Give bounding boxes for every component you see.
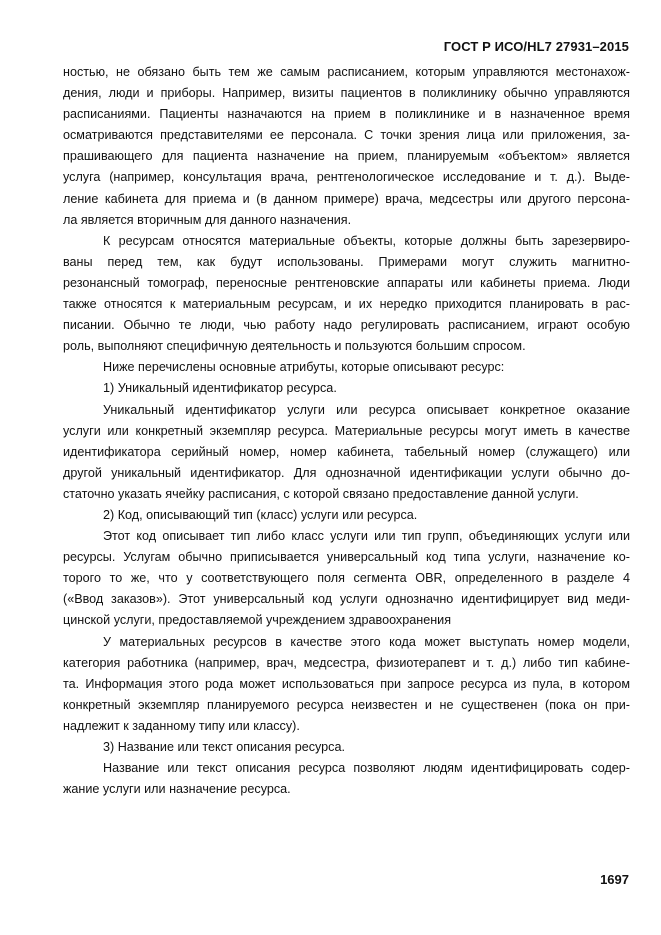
- text-line: жание услуги или назначение ресурса.: [63, 782, 291, 797]
- text-line: цинской услуги, предоставляемой учреждением здравоохранения: [63, 613, 452, 628]
- text-line: Ниже перечислены основные атрибуты, которые описывают ресурс:: [103, 360, 505, 375]
- text-line: Название или текст описания ресурса позволяют людям идентифицировать содер-: [103, 761, 630, 776]
- text-line: писании. Обычно те люди, чью работу надо регулировать расписанием, играют особую: [63, 318, 630, 333]
- paragraph: [63, 632, 630, 737]
- text-line: категория работника (например, врач, медсестра, физиотерапевт и т. д.) либо тип кабине-: [63, 655, 630, 670]
- text-line: роль, выполняют специфичную деятельность и пользуются большим спросом.: [63, 339, 526, 354]
- text-line: прашивающего для пациента назначение на прием, планируемым «объектом» является: [63, 149, 630, 164]
- text-line: статочно указать ячейку расписания, с которой связано предоставление данной услуги.: [63, 486, 579, 501]
- paragraph: [63, 758, 630, 800]
- body-text: [63, 62, 630, 800]
- paragraph: [63, 505, 630, 526]
- paragraph: [63, 62, 630, 231]
- text-line: также относятся к материальным ресурсам, и их нередко приходится планировать в рас-: [63, 297, 630, 312]
- paragraph: [63, 378, 630, 399]
- text-line: та. Информация этого рода может использоваться при запросе ресурса из пула, в котором: [63, 676, 630, 691]
- text-line: расписаниями. Пациенты назначаются на прием в поликлинике и в назначенное время: [63, 107, 630, 122]
- text-line: конкретный экземпляр планируемого ресурса неизвестен и не существенен (пока он при-: [63, 697, 630, 712]
- paragraph: [63, 526, 630, 631]
- text-line: ление кабинета для приема и (в данном примере) врача, медсестры или другого персона-: [63, 191, 630, 206]
- text-line: 2) Код, описывающий тип (класс) услуги или ресурса.: [103, 507, 418, 522]
- text-line: К ресурсам относятся материальные объекты, которые должны быть зарезервиро-: [103, 233, 630, 248]
- document-header: [444, 39, 629, 54]
- text-line: У материальных ресурсов в качестве этого кода может выступать номер модели,: [103, 634, 630, 649]
- text-line: 1) Уникальный идентификатор ресурса.: [103, 381, 337, 396]
- text-line: надлежит к заданному типу или классу).: [63, 718, 300, 733]
- text-line: ваны перед тем, как будут использованы. Примерами могут служить магнитно-: [63, 254, 630, 269]
- text-line: 3) Название или текст описания ресурса.: [103, 740, 345, 754]
- paragraph: [63, 737, 630, 758]
- standard-designation: ГОСТ Р ИСО/HL7 27931–2015: [443, 39, 629, 54]
- text-line: ла является вторичным для данного назначения.: [63, 212, 352, 227]
- text-line: («Ввод заказов»). Этот универсальный код услуги однозначно идентифицирует вид меди-: [63, 592, 630, 607]
- text-line: ностью, не обязано быть тем же самым расписанием, которым управляются местонахож-: [63, 65, 630, 79]
- text-line: дения, люди и приборы. Например, визиты пациентов в поликлинику обычно управляются: [63, 86, 630, 101]
- page-number: 1697: [600, 872, 629, 887]
- text-line: ресурсы. Услугам обычно приписывается универсальный код типа услуги, назначение ко-: [63, 550, 630, 565]
- text-line: резонансный томограф, переносные рентгеновские аппараты или кабинеты приема. Люди: [63, 275, 630, 290]
- paragraph: [63, 357, 630, 378]
- text-line: осматриваются представителями ее персонала. С точки зрения лица или приложения, за-: [63, 128, 630, 143]
- text-line: услуга (например, консультация врача, рентгенологическое исследование и т. д.). Выде-: [63, 170, 630, 185]
- text-line: другой уникальный идентификатор. Для однозначной идентификации услуги обычно до-: [63, 465, 630, 480]
- text-line: Уникальный идентификатор услуги или ресурса описывает конкретное оказание: [103, 402, 630, 417]
- text-line: торого то же, что у соответствующего поля сегмента OBR, определенного в разделе 4: [63, 571, 630, 586]
- paragraph: [63, 231, 630, 358]
- paragraph: [63, 400, 630, 505]
- text-line: Этот код описывает тип либо класс услуги или тип групп, объединяющих услуги или: [103, 529, 630, 544]
- text-line: услуги или конкретный экземпляр ресурса. Материальные ресурсы могут иметь в качестве: [63, 423, 630, 438]
- text-line: идентификатора серийный номер, номер кабинета, табельный номер (служащего) или: [63, 444, 630, 459]
